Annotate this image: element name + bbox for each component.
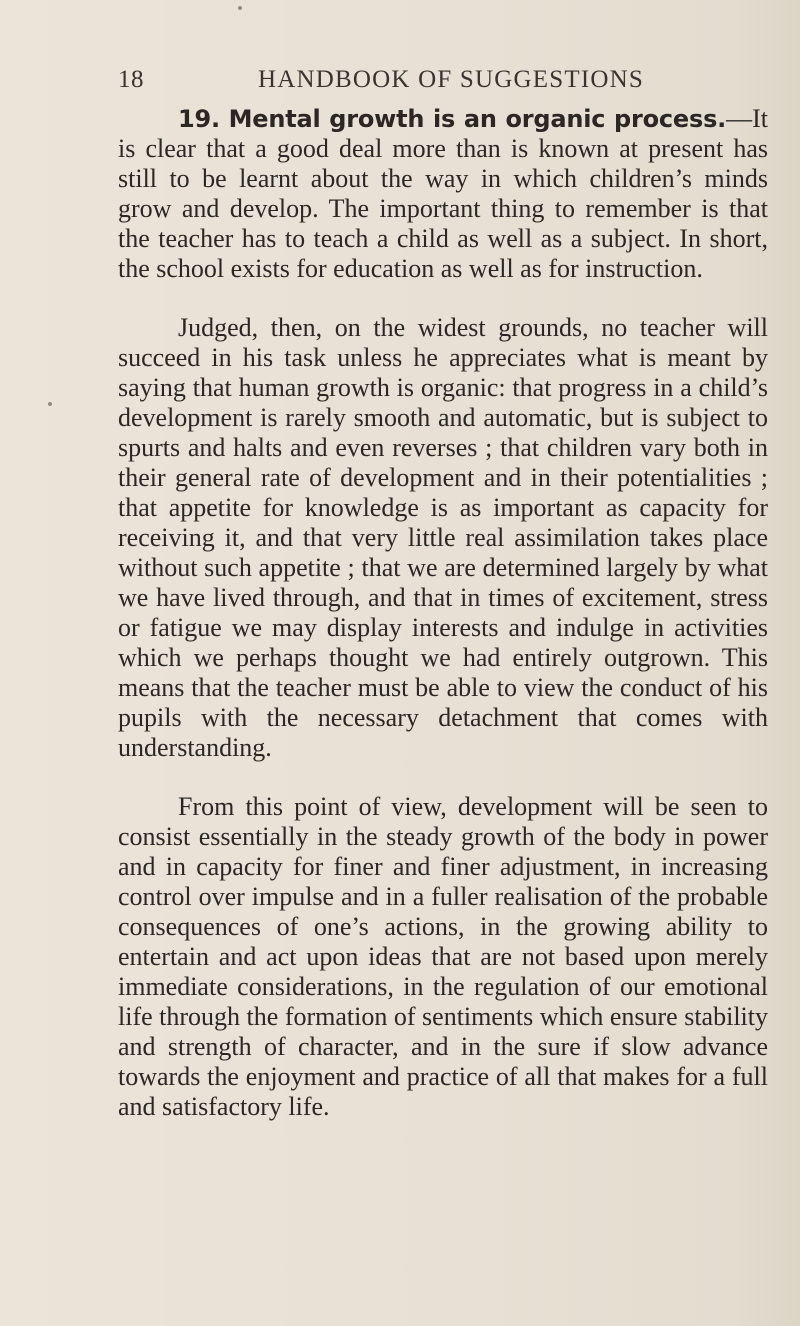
running-head — [118, 66, 768, 102]
running-title: HANDBOOK OF SUGGESTIONS — [258, 66, 644, 93]
heading-dash: — — [726, 104, 753, 133]
paper-speck — [48, 402, 52, 406]
paragraph-3: From this point of view, development will be seen to consist essentially in the steady growth of the body in power and in capacity for finer and finer adjustment, in increasing control over impulse and in a fuller realisation of the probable consequences of one’s actions, in the growing ability to entertain and act upon ideas that are not based upon merely immediate considerations, in the regulation of our emotional life through the formation of sentiments which ensure stability and strength of character, and in the sure if slow advance towards the enjoyment and practice of all that makes for a full and satisfactory life. — [118, 792, 768, 1121]
paragraph-1 — [118, 104, 768, 284]
page-number: 18 — [118, 66, 144, 93]
paragraph-1-text: It is clear that a good deal more than is known at present has still to be learnt about the way in which children’s minds grow and develop. The important thing to remember is that the teacher has to teach a child as well as a subject. In short, the school exists for education as well as for instruction. — [118, 104, 768, 283]
paragraph-2: Judged, then, on the widest grounds, no teacher will succeed in his task unless he appreciates what is meant by saying that human growth is organic: that progress in a child’s development is rarely smooth and automatic, but is subject to spurts and halts and even reverses ; that children vary both in their general rate of development and in their potentialities ; that appetite for knowledge is as important as capacity for receiving it, and that very little real assimilation takes place without such appetite ; that we are determined largely by what we have lived through, and that in times of excitement, stress or fatigue we may display interests and indulge in activities which we perhaps thought we had entirely outgrown. This means that the teacher must be able to view the conduct of his pupils with the necessary detachment that comes with understanding. — [118, 313, 768, 762]
paper-speck — [238, 6, 242, 10]
section-heading: 19. Mental growth is an organic process. — [178, 105, 727, 133]
section-body — [118, 104, 768, 1122]
